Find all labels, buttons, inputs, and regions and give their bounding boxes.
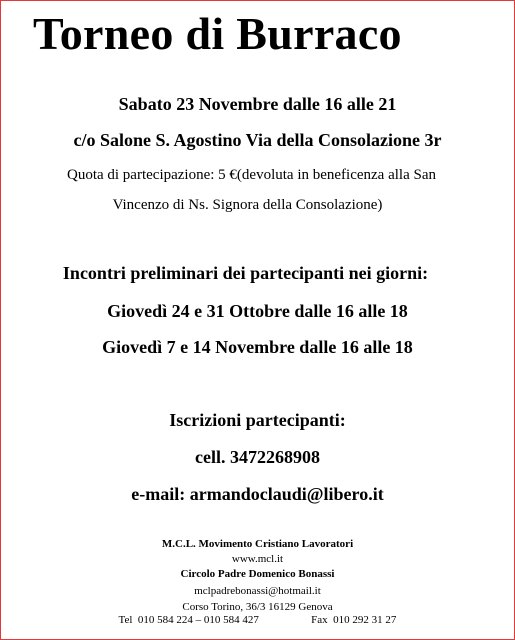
event-fee-line-2: Vincenzo di Ns. Signora della Consolazione) bbox=[112, 197, 383, 213]
event-fee-line-1: Quota di partecipazione: 5 €(devoluta in beneficenza alla San bbox=[66, 167, 436, 183]
registration-heading: Iscrizioni partecipanti: bbox=[169, 410, 346, 430]
preliminary-date-2: Giovedì 7 e 14 Novembre dalle 16 alle 18 bbox=[102, 337, 413, 357]
footer-circle-name: Circolo Padre Domenico Bonassi bbox=[180, 568, 335, 580]
registration-email: e-mail: armandoclaudi@libero.it bbox=[131, 484, 384, 504]
footer-org-site: www.mcl.it bbox=[231, 553, 284, 565]
preliminary-heading: Incontri preliminari dei partecipanti nei giorni: bbox=[62, 263, 429, 283]
event-venue: c/o Salone S. Agostino Via della Consolazione 3r bbox=[73, 130, 442, 150]
event-date: Sabato 23 Novembre dalle 16 alle 21 bbox=[118, 94, 397, 114]
footer-circle-email: mclpadrebonassi@hotmail.it bbox=[194, 585, 321, 597]
footer-org-name: M.C.L. Movimento Cristiano Lavoratori bbox=[161, 538, 354, 550]
footer-phone-fax: Tel 010 584 224 – 010 584 427 Fax 010 292 31 27 bbox=[118, 614, 397, 626]
preliminary-date-1: Giovedì 24 e 31 Ottobre dalle 16 alle 18 bbox=[107, 301, 408, 321]
registration-phone: cell. 3472268908 bbox=[195, 447, 320, 467]
flyer-title: Torneo di Burraco bbox=[33, 8, 402, 59]
footer-address: Corso Torino, 36/3 16129 Genova bbox=[182, 601, 333, 613]
